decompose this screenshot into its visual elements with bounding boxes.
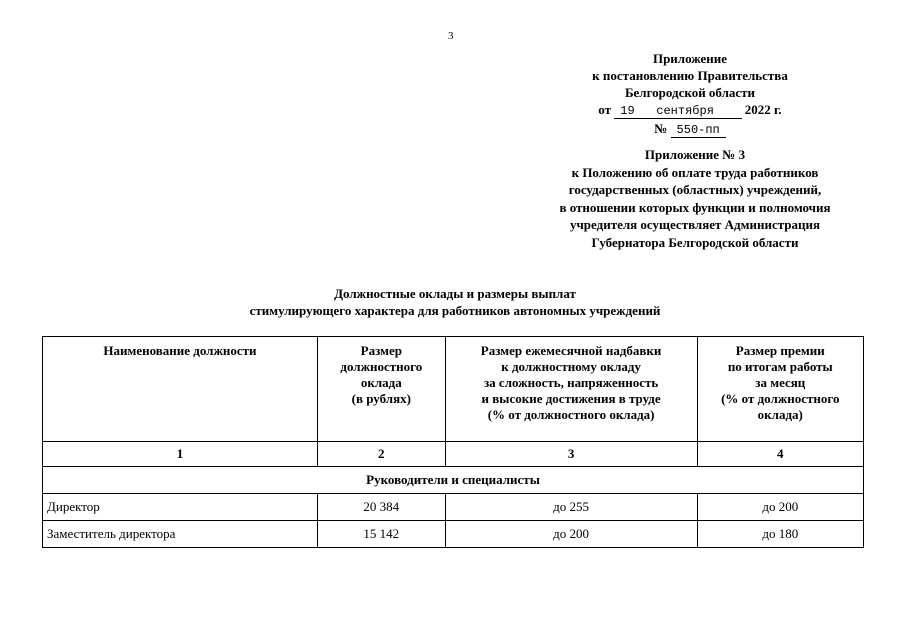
appendix-regulation-line: в отношении которых функции и полномочия [559,199,831,215]
date-month: сентября [656,104,714,118]
header-line: Размер ежемесячной надбавки [480,343,662,358]
cell-position: Заместитель директора [43,521,318,548]
date-prefix: от [598,102,612,117]
appendix-regulation-line: государственных (областных) учреждений, [568,182,822,197]
table-row [43,521,864,548]
header-line: (% от должностного [721,391,840,406]
date-day: 19 [620,104,635,118]
header-line: (% от должностного оклада) [487,407,655,422]
cell-premium: до 180 [697,521,863,548]
cell-salary: 15 142 [317,521,445,548]
header-monthly-bonus [445,337,697,442]
header-line: за сложность, напряженность [483,375,659,390]
column-number: 1 [43,442,318,467]
header-premium [697,337,863,442]
number-prefix: № [654,121,668,136]
appendix-resolution-line2: к постановлению Правительства [592,68,788,83]
appendix-regulation-line: к Положению об оплате труда работников [571,164,819,180]
appendix-regulation-block [520,146,870,251]
document-title-line2: стимулирующего характера для работников автономных учреждений [249,303,661,318]
header-line: за месяц [755,375,806,390]
appendix-resolution-block [560,50,820,139]
cell-premium: до 200 [697,494,863,521]
header-line: (в рублях) [351,391,411,406]
table-header-row [43,337,864,442]
document-title [130,285,780,319]
appendix-regulation-line: учредителя осуществляет Администрация [569,217,821,232]
header-line: оклада) [757,407,803,422]
page-number: 3 [448,30,454,42]
header-salary [317,337,445,442]
header-line: оклада [360,375,402,390]
date-day-month [614,104,741,119]
column-number: 3 [445,442,697,467]
table-row [43,494,864,521]
header-line: и высокие достижения в труде [481,391,661,406]
header-line: Размер [360,343,402,358]
appendix-resolution-number [560,120,820,139]
header-line: к должностному окладу [501,359,641,374]
section-title: Руководители и специалисты [43,467,864,494]
appendix-resolution-line1: Приложение [652,51,728,66]
header-line: по итогам работы [727,359,833,374]
cell-salary: 20 384 [317,494,445,521]
document-title-line1: Должностные оклады и размеры выплат [334,286,576,301]
salary-table [42,336,864,548]
cell-monthly-bonus: до 255 [445,494,697,521]
header-line: Размер премии [735,343,825,358]
cell-monthly-bonus: до 200 [445,521,697,548]
date-year: 2022 г. [744,102,782,117]
section-row [43,467,864,494]
column-number: 2 [317,442,445,467]
column-number: 4 [697,442,863,467]
cell-position: Директор [43,494,318,521]
number-value: 550-пп [671,123,726,138]
appendix-resolution-line3: Белгородской области [624,85,756,100]
header-line: Наименование должности [103,343,257,358]
appendix-resolution-date [560,101,820,120]
header-line: должностного [340,359,423,374]
appendix-regulation-line: Приложение № 3 [644,147,746,162]
header-position [43,337,318,442]
column-number-row [43,442,864,467]
appendix-regulation-line: Губернатора Белгородской области [591,234,799,250]
